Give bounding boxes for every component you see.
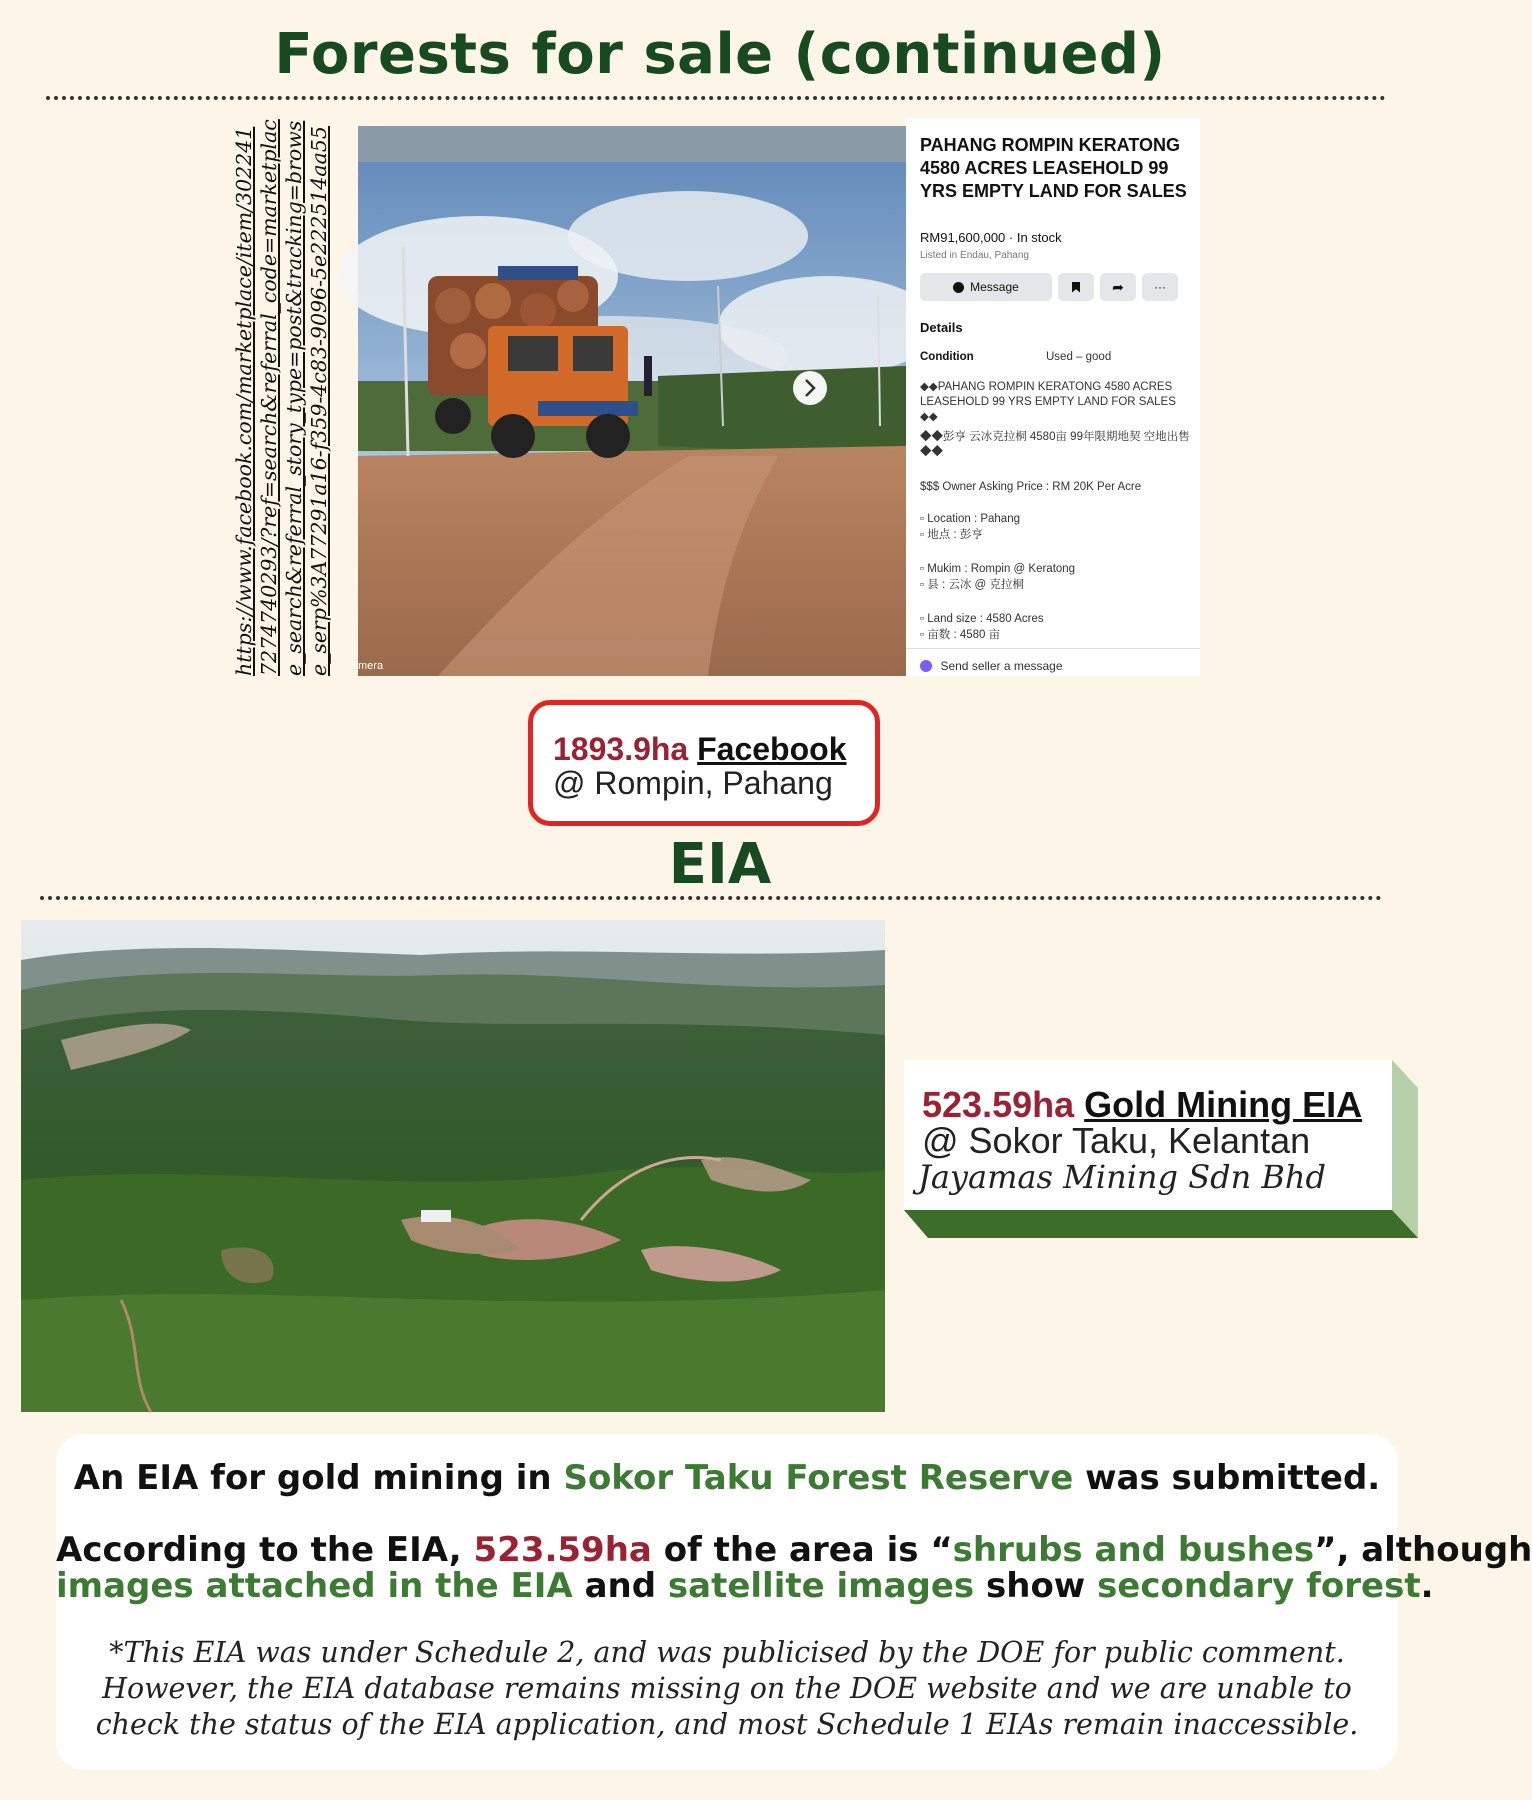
callout-location: @ Rompin, Pahang [553,765,833,801]
section-title: EIA [668,832,772,897]
message-button[interactable]: Message [920,273,1052,301]
divider [46,96,1386,100]
description-line: ▫ Land size : 4580 Acres [920,613,1044,625]
save-button[interactable] [1058,273,1094,301]
callout-company: Jayamas Mining Sdn Bhd [918,1158,1326,1196]
divider [40,896,1382,900]
callout-location: @ Sokor Taku, Kelantan [922,1120,1311,1161]
gold-mining-callout [904,1060,1424,1242]
description-line: ▫ Mukim : Rompin @ Keratong [920,563,1076,575]
listing-title: PAHANG ROMPIN KERATONG 4580 ACRES LEASEHOLD 99 YRS EMPTY LAND FOR SALES [920,135,1187,201]
facebook-callout [528,700,880,826]
callout-area: 1893.9ha [553,731,689,767]
description-line: ▫ 县 : 云冰 @ 克拉桐 [920,579,1024,591]
condition-label: Condition [920,351,974,363]
callout-area: 523.59ha [922,1084,1075,1125]
listing-price: RM91,600,000 · In stock [920,230,1062,245]
summary-box [56,1434,1532,1770]
listing-url[interactable]: https://www.facebook.com/marketplace/item/3022417274740293/?ref=search&referral_code=marketplace_search&referral_story_type=post&tracking=browse_serp%3A77291a16-f359-4c83-9096-5e222514aa55 [232,119,331,676]
details-heading: Details [920,320,963,335]
share-button[interactable] [1100,273,1136,301]
summary-line: An EIA for gold mining in Sokor Taku Forest Reserve was submitted. [73,1458,1381,1498]
logging-truck-photo [358,126,906,676]
summary-line: According to the EIA, 523.59ha of the area is “shrubs and bushes”, although [56,1530,1532,1570]
callout-source: Gold Mining EIA [1084,1084,1363,1125]
footnote-line: check the status of the EIA application, and most Schedule 1 EIAs remain inaccessible. [95,1708,1359,1741]
description-line: ◆◆彭亨 云冰克拉桐 4580亩 99年限期地契 空地出售◆◆ [920,431,1190,458]
aerial-mining-photo [21,920,885,1412]
photo-caption: mera [358,660,384,672]
marketplace-listing [906,118,1200,676]
callout-source: Facebook [697,731,847,767]
send-message-link[interactable]: Send seller a message [906,648,1200,675]
more-button[interactable] [1142,273,1178,301]
bookmark-icon [1072,282,1080,293]
description-line: ◆◆PAHANG ROMPIN KERATONG 4580 ACRES LEASEHOLD 99 YRS EMPTY LAND FOR SALES ◆◆ [920,381,1176,423]
condition-value: Used – good [1046,351,1112,363]
listing-location: Listed in Endau, Pahang [920,250,1029,261]
footnote-line: However, the EIA database remains missing on the DOE website and we are unable to [102,1672,1352,1705]
summary-line: images attached in the EIA and satellite images show secondary forest. [56,1566,1434,1606]
description-line: ▫ 地点 : 彭亨 [920,529,983,541]
description-line: $$$ Owner Asking Price : RM 20K Per Acre [920,481,1142,493]
messenger-icon [953,282,964,293]
description-line: ▫ Location : Pahang [920,513,1020,525]
description-line: ▫ 亩数 : 4580 亩 [920,629,1001,641]
page-title: Forests for sale (continued) [274,22,1166,87]
share-icon: ➦ [1112,278,1124,295]
more-icon: ··· [1154,280,1166,294]
messenger-icon [920,660,932,672]
footnote-line: *This EIA was under Schedule 2, and was publicised by the DOE for public comment. [109,1636,1345,1669]
